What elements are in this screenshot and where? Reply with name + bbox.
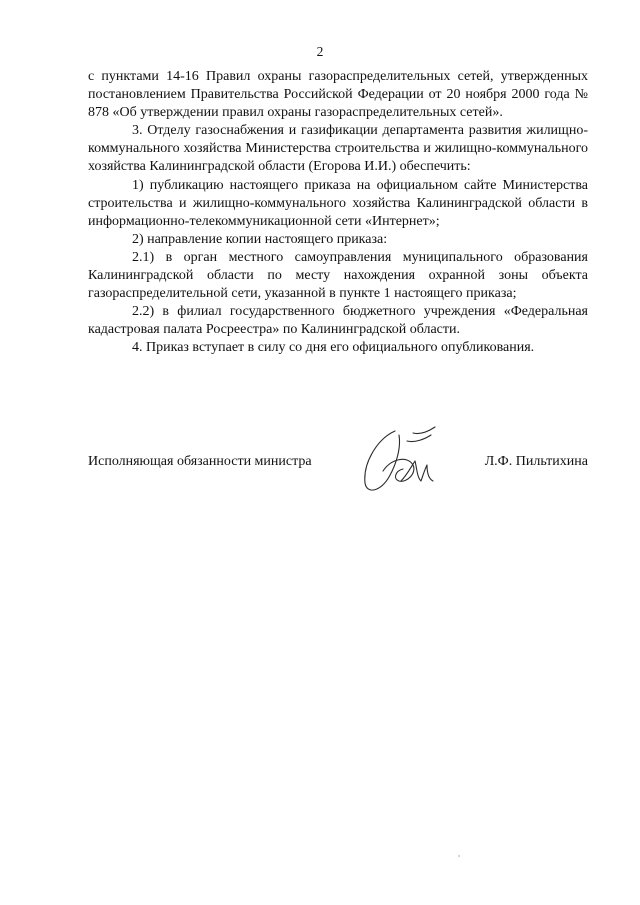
signer-name: Л.Ф. Пильтихина xyxy=(484,454,588,469)
paragraph-continuation: с пунктами 14-16 Правил охраны газораспределительных сетей, утвержденных постановлением Правительства Российской Федерации от 20 ноября 2000 года № 878 «Об утверждении правил охраны газораспределительных сетей». xyxy=(88,69,588,121)
paragraph-subitem-2: 2) направление копии настоящего приказа: xyxy=(132,231,388,247)
paragraph-subitem-2-1: 2.1) в орган местного самоуправления муниципального образования Калининградской области по месту нахождения охранной зоны объекта газораспределительной сети, указанной в пункте 1 настоящего приказа; xyxy=(88,249,588,302)
signer-position-title: Исполняющая обязанности министра xyxy=(88,454,312,469)
paragraph-item-4: 4. Приказ вступает в силу со дня его официального опубликования. xyxy=(132,340,535,356)
paragraph-subitem-2-2: 2.2) в филиал государственного бюджетного учреждения «Федеральная кадастровая палата Росреестра» по Калининградской области. xyxy=(88,304,588,338)
signature-block xyxy=(88,453,588,477)
document-body xyxy=(88,68,588,358)
handwritten-signature xyxy=(355,425,445,500)
paragraph-subitem-1: 1) публикацию настоящего приказа на официальном сайте Министерства строительства и жилищно-коммунального хозяйства Калининградской области в информационно-телекоммуникационной сети «Интернет»; xyxy=(88,177,588,229)
paragraph-item-3: 3. Отделу газоснабжения и газификации департамента развития жилищно-коммунального хозяйства Министерства строительства и жилищно-коммунального хозяйства Калининградской области (Егорова И.И.) обеспечить: xyxy=(88,123,588,175)
page-number: 2 xyxy=(316,44,324,59)
scan-artifact-dot xyxy=(458,855,460,857)
